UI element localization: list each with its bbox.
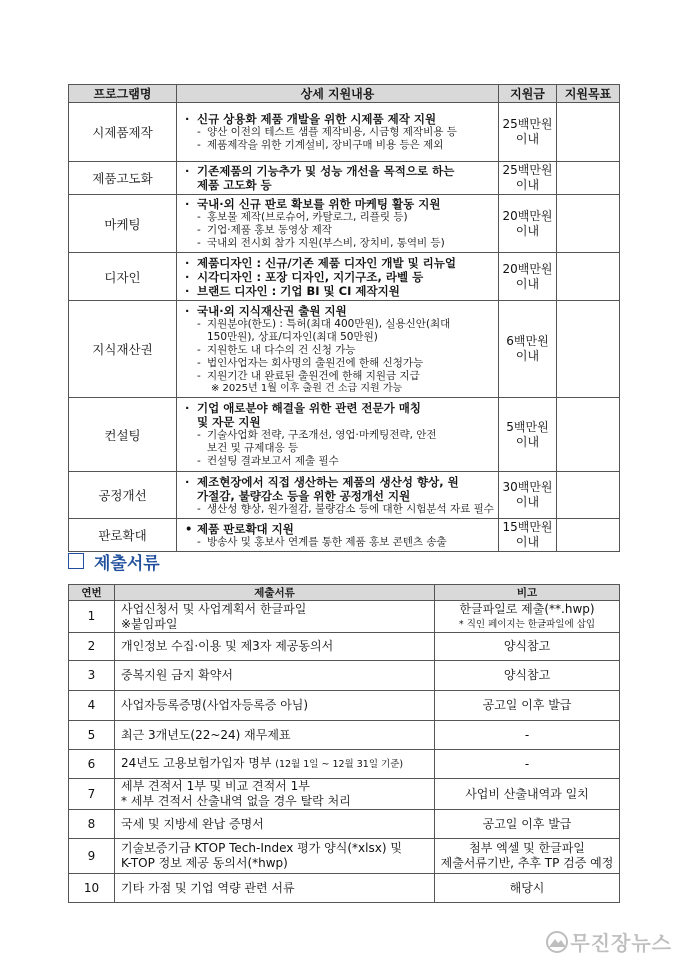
doc-note: 공고일 이후 발급 (435, 810, 620, 839)
table-row (69, 472, 620, 519)
program-name: 판로확대 (69, 519, 177, 552)
sub-item: 지원한도 내 다수의 건 신청 가능 (207, 343, 356, 356)
table-row (69, 162, 620, 195)
doc-note: 양식참고 (435, 661, 620, 691)
doc-name: 사업신청서 및 사업계획서 한글파일 ※붙임파일 (115, 601, 435, 633)
docs-table (68, 584, 620, 903)
main-item: 기존제품의 기능추가 및 성능 개선을 목적으로 하는 (197, 164, 455, 178)
program-target (557, 162, 620, 195)
sub-item: 지원기간 내 완료된 출원건에 한해 지원금 지급 (207, 369, 420, 382)
sub-item: 기술사업화 전략, 구조개선, 영업·마케팅전략, 안전 (207, 429, 437, 441)
program-detail: · 기업 애로분야 해결을 위한 관련 전문가 매칭 및 자문 지원 - 기술사업화 전략, 구조개선, 영업·마케팅전략, 안전 보건 및 규제대응 등 - 컨설팅 결과보고서 제출 필수 (177, 398, 499, 472)
mountain-logo-icon (544, 931, 570, 953)
program-target (557, 253, 620, 301)
sub-item: 홍보물 제작(브로슈어, 카탈로그, 리플릿 등) (207, 211, 408, 223)
program-table (68, 84, 620, 552)
main-item: 제조현장에서 직접 생산하는 제품의 생산성 향상, 원 (197, 474, 459, 489)
doc-name: 24년도 고용보험가입자 명부 (12월 1일 ~ 12월 31일 기준) (115, 750, 435, 779)
main-item: 가절감, 불량감소 등을 위한 공정개선 지원 (197, 488, 411, 503)
program-name: 마케팅 (69, 195, 177, 253)
program-target (557, 472, 620, 519)
program-target (557, 398, 620, 472)
table-row (69, 810, 620, 839)
program-detail: · 국내·외 신규 판로 확보를 위한 마케팅 활동 지원 - 홍보물 제작(브로슈어, 카탈로그, 리플릿 등) - 기업·제품 홍보 동영상 제작 - 국내외 전시회 참가 지원(부스비, 장치비, 통역비 등) (177, 195, 499, 253)
doc-name: 사업자등록증명(사업자등록증 아님) (115, 691, 435, 721)
doc-note: 첨부 엑셀 및 한글파일 제출서류기반, 추후 TP 검증 예정 (435, 839, 620, 874)
doc-number: 10 (69, 874, 115, 903)
sub-item: 기업·제품 홍보 동영상 제작 (207, 224, 332, 236)
table-row (69, 633, 620, 661)
header-note: 비고 (435, 585, 620, 601)
program-amount: 6백만원 이내 (499, 301, 557, 398)
doc-name: 기술보증기금 KTOP Tech-Index 평가 양식(*xlsx) 및 K-TOP 정보 제공 동의서(*hwp) (115, 839, 435, 874)
header-amount: 지원금 (499, 85, 557, 103)
watermark-text: 무진장뉴스 (570, 931, 672, 955)
sub-item: 생산성 향상, 원가절감, 불량감소 등에 대한 시험분석 자료 필수 (207, 502, 494, 515)
sub-item: 지원분야(한도) : 특허(최대 400만원), 실용신안(최대 (207, 317, 451, 330)
table-row (69, 301, 620, 398)
header-program-name: 프로그램명 (69, 85, 177, 103)
sub-item: 법인사업자는 회사명의 출원건에 한해 신청가능 (207, 356, 424, 369)
table-row (69, 661, 620, 691)
note-item: ※ 2025년 1월 이후 출원 건 소급 지원 가능 (211, 382, 403, 394)
program-target (557, 301, 620, 398)
doc-number: 7 (69, 779, 115, 810)
table-row (69, 839, 620, 874)
table-row (69, 779, 620, 810)
header-target: 지원목표 (557, 85, 620, 103)
program-detail: · 제조현장에서 직접 생산하는 제품의 생산성 향상, 원 가절감, 불량감소 등을 위한 공정개선 지원 - 생산성 향상, 원가절감, 불량감소 등에 대한 시험분석 자료 필수 (177, 472, 499, 519)
program-name: 컨설팅 (69, 398, 177, 472)
program-target (557, 103, 620, 162)
program-detail: · 신규 상용화 제품 개발을 위한 시제품 제작 지원 - 양산 이전의 테스트 샘플 제작비용, 시금형 제작비용 등 - 제품제작을 위한 기계설비, 장비구매 비용 등은 제외 (177, 103, 499, 162)
main-item: 및 자문 지원 (197, 415, 261, 429)
program-amount: 20백만원 이내 (499, 195, 557, 253)
program-amount: 15백만원 이내 (499, 519, 557, 552)
program-amount: 25백만원 이내 (499, 162, 557, 195)
section-title (68, 550, 160, 572)
watermark (544, 927, 672, 956)
program-amount: 5백만원 이내 (499, 398, 557, 472)
doc-name: 중복지원 금지 확약서 (115, 661, 435, 691)
doc-number: 4 (69, 691, 115, 721)
sub-item: 방송사 및 홍보사 연계를 통한 제품 홍보 콘텐츠 송출 (207, 535, 447, 548)
program-amount: 20백만원 이내 (499, 253, 557, 301)
table-row (69, 721, 620, 750)
doc-number: 5 (69, 721, 115, 750)
program-table-header (69, 85, 620, 103)
sub-item: 150만원), 상표/디자인(최대 50만원) (207, 330, 378, 343)
sub-item: 국내외 전시회 참가 지원(부스비, 장치비, 통역비 등) (207, 237, 445, 249)
doc-number: 9 (69, 839, 115, 874)
program-target (557, 195, 620, 253)
doc-name: 최근 3개년도(22~24) 재무제표 (115, 721, 435, 750)
main-item: 시각디자인 : 포장 디자인, 지기구조, 라벨 등 (197, 269, 424, 284)
program-detail: • 제품 판로확대 지원 - 방송사 및 홍보사 연계를 통한 제품 홍보 콘텐츠 송출 (177, 519, 499, 552)
doc-note: - (435, 750, 620, 779)
doc-note: 한글파일로 제출(**.hwp) * 직인 페이지는 한글파일에 삽입 (435, 601, 620, 633)
table-row (69, 519, 620, 552)
doc-note: 해당시 (435, 874, 620, 903)
doc-number: 1 (69, 601, 115, 633)
program-detail: · 기존제품의 기능추가 및 성능 개선을 목적으로 하는 제품 고도화 등 (177, 162, 499, 195)
header-no: 연번 (69, 585, 115, 601)
main-item: 국내·외 지식재산권 출원 지원 (197, 303, 347, 318)
program-name: 공정개선 (69, 472, 177, 519)
program-name: 시제품제작 (69, 103, 177, 162)
sub-item: 양산 이전의 테스트 샘플 제작비용, 시금형 제작비용 등 (207, 126, 457, 138)
main-item: 제품디자인 : 신규/기존 제품 디자인 개발 및 리뉴얼 (197, 255, 457, 270)
doc-number: 2 (69, 633, 115, 661)
program-name: 디자인 (69, 253, 177, 301)
doc-number: 6 (69, 750, 115, 779)
doc-note: - (435, 721, 620, 750)
main-item: 기업 애로분야 해결을 위한 관련 전문가 매칭 (197, 401, 421, 415)
table-row (69, 601, 620, 633)
doc-name: 국세 및 지방세 완납 증명서 (115, 810, 435, 839)
docs-table-header (69, 585, 620, 601)
header-detail: 상세 지원내용 (177, 85, 499, 103)
table-row (69, 750, 620, 779)
table-row (69, 195, 620, 253)
doc-name: 개인정보 수집·이용 및 제3자 제공동의서 (115, 633, 435, 661)
program-name: 지식재산권 (69, 301, 177, 398)
doc-number: 8 (69, 810, 115, 839)
sub-item: 보건 및 규제대응 등 (207, 442, 299, 454)
doc-name: 세부 견적서 1부 및 비교 견적서 1부 * 세부 견적서 산출내역 없을 경우 탈락 처리 (115, 779, 435, 810)
program-target (557, 519, 620, 552)
program-amount: 30백만원 이내 (499, 472, 557, 519)
main-item: 제품 고도화 등 (197, 178, 272, 192)
header-doc: 제출서류 (115, 585, 435, 601)
table-row (69, 398, 620, 472)
program-amount: 25백만원 이내 (499, 103, 557, 162)
checkbox-square-icon (68, 553, 84, 569)
table-row (69, 874, 620, 903)
main-item: 신규 상용화 제품 개발을 위한 시제품 제작 지원 (197, 112, 437, 126)
main-item: 국내·외 신규 판로 확보를 위한 마케팅 활동 지원 (197, 197, 441, 211)
sub-item: 제품제작을 위한 기계설비, 장비구매 비용 등은 제외 (207, 139, 444, 151)
doc-number: 3 (69, 661, 115, 691)
main-item: 제품 판로확대 지원 (197, 521, 294, 536)
main-item: 브랜드 디자인 : 기업 BI 및 CI 제작지원 (197, 283, 400, 298)
doc-note: 사업비 산출내역과 일치 (435, 779, 620, 810)
program-detail: · 제품디자인 : 신규/기존 제품 디자인 개발 및 리뉴얼 · 시각디자인 : 포장 디자인, 지기구조, 라벨 등 · 브랜드 디자인 : 기업 BI 및 CI 제작지원 (177, 253, 499, 301)
table-row (69, 103, 620, 162)
section-title-text: 제출서류 (94, 553, 160, 574)
doc-note: 양식참고 (435, 633, 620, 661)
table-row (69, 691, 620, 721)
program-detail: · 국내·외 지식재산권 출원 지원 - 지원분야(한도) : 특허(최대 400만원), 실용신안(최대 150만원), 상표/디자인(최대 50만원) - 지원한도 내 다수의 건 신청 가능 - 법인사업자는 회사명의 출원건에 한해 신청가능 - 지원기간 내 완료된 출원건에 한해 지원금 지급 ※ 2025년 1월 이후 출원 건 소급 지원 가능 (177, 301, 499, 398)
program-name: 제품고도화 (69, 162, 177, 195)
table-row (69, 253, 620, 301)
sub-item: 컨설팅 결과보고서 제출 필수 (207, 455, 339, 467)
doc-note: 공고일 이후 발급 (435, 691, 620, 721)
doc-name: 기타 가점 및 기업 역량 관련 서류 (115, 874, 435, 903)
